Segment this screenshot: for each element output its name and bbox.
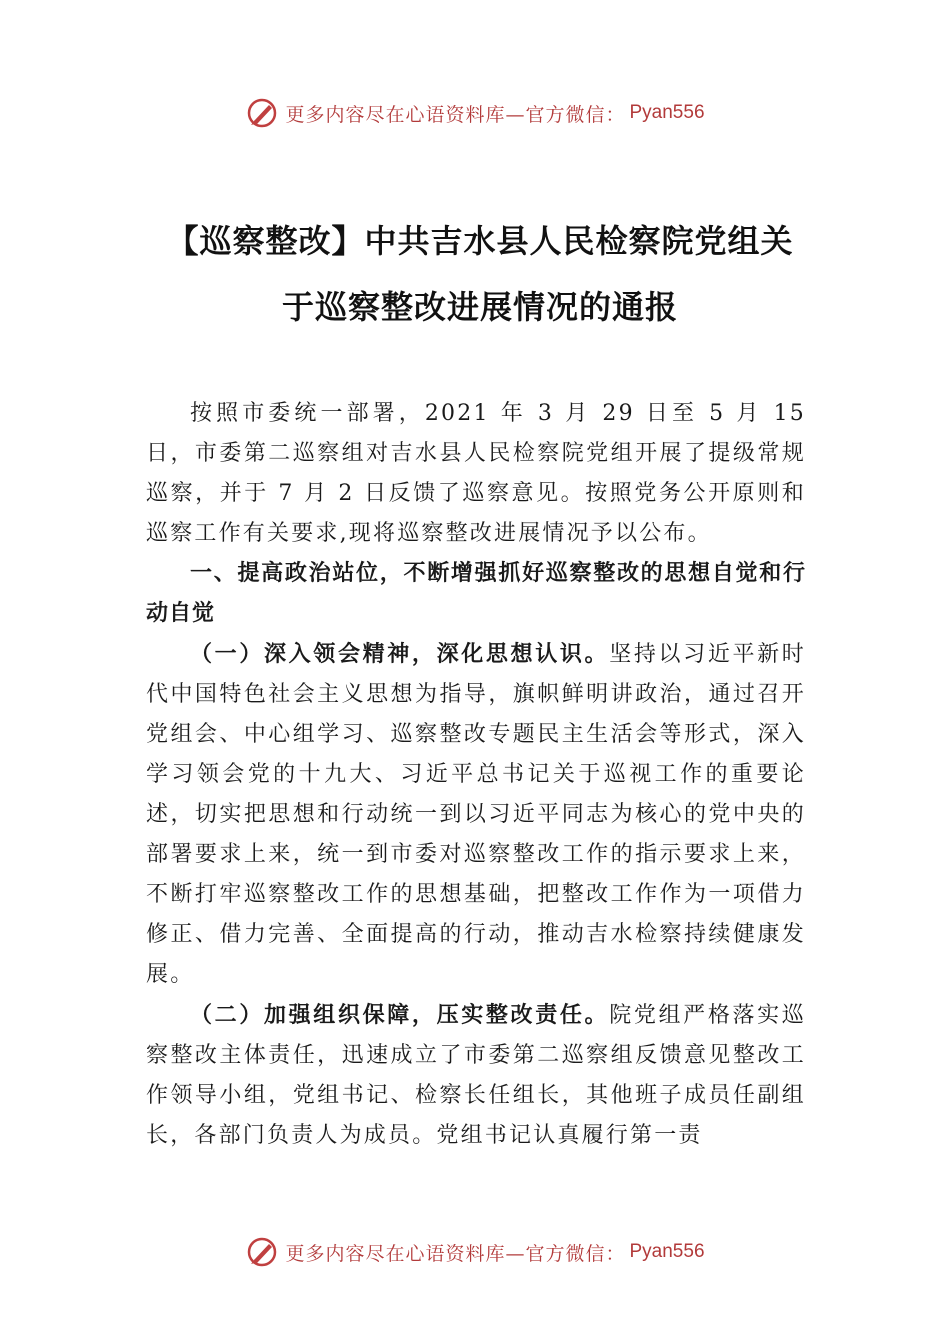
item-1-text: 坚持以习近平新时代中国特色社会主义思想为指导，旗帜鲜明讲政治，通过召开党组会、中心组学习、巡察整改专题民主生活会等形式，深入学习领会党的十九大、习近平总书记关于巡视工作的重要论述，切实把思想和行动统一到以习近平同志为核心的党中央的部署要求上来，统一到市委对巡察整改工作的指示要求上来，不断打牢巡察整改工作的思想基础，把整改工作作为一项借力修正、借力完善、全面提高的行动，推动吉水检察持续健康发展。	[146, 642, 806, 987]
item-2-lead: （二）加强组织保障，压实整改责任。	[190, 1002, 610, 1028]
watermark-text: 更多内容尽在心语资料库—官方微信：	[285, 1242, 626, 1265]
watermark-wechat-id: Pyan556	[629, 102, 705, 123]
title-line-2: 于巡察整改进展情况的通报	[281, 288, 678, 326]
pen-logo-icon	[245, 1235, 279, 1269]
document-title	[140, 208, 820, 340]
section-1-heading: 一、提高政治站位，不断增强抓好巡察整改的思想自觉和行动自觉	[146, 561, 806, 626]
item-2-paragraph	[146, 995, 806, 1156]
pen-logo-icon	[245, 96, 279, 130]
intro-paragraph: 按照市委统一部署，2021 年 3 月 29 日至 5 月 15 日，市委第二巡察组对吉水县人民检察院党组开展了提级常规巡察，并于 7 月 2 日反馈了巡察意见。按照党务公开原则和巡察工作有关要求,现将巡察整改进展情况予以公布。	[146, 401, 806, 546]
item-2-text: 院党组严格落实巡察整改主体责任，迅速成立了市委第二巡察组反馈意见整改工作领导小组，党组书记、检察长任组长，其他班子成员任副组长，各部门负责人为成员。党组书记认真履行第一责	[146, 1003, 806, 1148]
watermark-wechat-id: Pyan556	[629, 1241, 705, 1262]
document-body	[146, 394, 806, 1156]
item-1-paragraph	[146, 634, 806, 995]
watermark-text: 更多内容尽在心语资料库—官方微信：	[285, 103, 626, 126]
title-line-1: 【巡察整改】中共吉水县人民检察院党组关	[166, 222, 794, 260]
item-1-lead: （一）深入领会精神，深化思想认识。	[190, 641, 610, 667]
watermark-footer	[0, 1235, 950, 1269]
watermark-header	[0, 96, 950, 130]
